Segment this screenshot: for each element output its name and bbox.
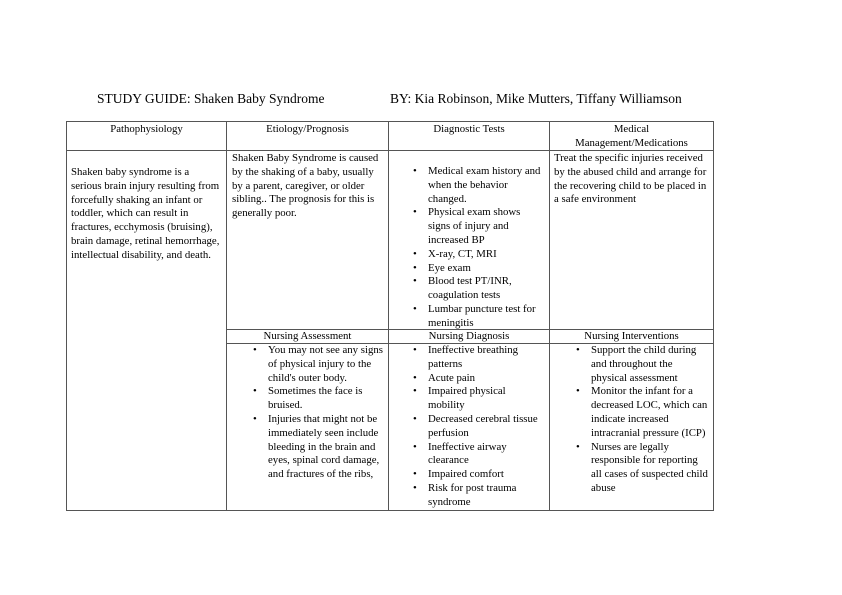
authors-line: BY: Kia Robinson, Mike Mutters, Tiffany Williamson bbox=[390, 91, 682, 106]
list-item: • Support the child during and throughout the physical assessment bbox=[572, 344, 710, 385]
pathophysiology-text: Shaken baby syndrome is a serious brain injury resulting from forcefully shaking an infant or toddler, which can result in fractures, ecchymosis (bruising), brain damage, retinal hemorrhage, intellectual disability, and death. bbox=[71, 166, 220, 261]
list-item: • Sometimes the face is bruised. bbox=[249, 385, 383, 413]
list-item: • Impaired comfort bbox=[409, 468, 544, 482]
list-item: • Injuries that might not be immediately seen include bleeding in the brain and eyes, spinal cord damage, and fractures of the ribs, bbox=[249, 413, 383, 482]
list-item: • Acute pain bbox=[409, 372, 544, 386]
list-item: • Ineffective breathing patterns bbox=[409, 344, 544, 372]
diagnostic-tests bbox=[409, 165, 541, 331]
table-border-right bbox=[713, 121, 714, 511]
list-item: • Nurses are legally responsible for reporting all cases of suspected child abuse bbox=[572, 441, 710, 496]
subheader-nursing-interventions: Nursing Interventions bbox=[584, 330, 679, 342]
list-item: • Risk for post trauma syndrome bbox=[409, 482, 544, 510]
list-item: • Ineffective airway clearance bbox=[409, 441, 544, 469]
col-header-medical bbox=[550, 123, 713, 151]
col-header-etiology: Etiology/Prognosis bbox=[266, 123, 349, 135]
subheader-nursing-assessment: Nursing Assessment bbox=[263, 330, 352, 342]
list-item: • Monitor the infant for a decreased LOC, which can indicate increased intracranial pressure (ICP) bbox=[572, 385, 710, 440]
list-item: • X-ray, CT, MRI bbox=[409, 248, 541, 262]
table-border-bottom bbox=[66, 510, 714, 511]
col-header-medical-line1: Medical bbox=[613, 123, 650, 135]
col-header-diagnostic: Diagnostic Tests bbox=[433, 123, 505, 135]
column-divider-1 bbox=[226, 121, 227, 511]
list-item: • Blood test PT/INR, coagulation tests bbox=[409, 275, 541, 303]
medical-management-text: Treat the specific injuries received by the abused child and arrange for the recovering child to be placed in a safe environment bbox=[554, 152, 707, 206]
col-header-pathophysiology: Pathophysiology bbox=[110, 123, 183, 135]
list-item: • Eye exam bbox=[409, 262, 541, 276]
list-item: • Impaired physical mobility bbox=[409, 385, 544, 413]
list-item: • Physical exam shows signs of injury and increased BP bbox=[409, 206, 541, 247]
nursing-assessment-list bbox=[249, 344, 383, 482]
subheader-nursing-diagnosis: Nursing Diagnosis bbox=[428, 330, 510, 342]
column-divider-2 bbox=[388, 121, 389, 511]
list-item: • Decreased cerebral tissue perfusion bbox=[409, 413, 544, 441]
column-divider-3 bbox=[549, 121, 550, 511]
list-item: • Lumbar puncture test for meningitis bbox=[409, 303, 541, 331]
nursing-diagnosis-list bbox=[409, 344, 544, 510]
col-header-medical-line2: Management/Medications bbox=[575, 136, 688, 149]
table-border-left bbox=[66, 121, 67, 511]
page-title: STUDY GUIDE: Shaken Baby Syndrome bbox=[97, 91, 325, 106]
list-item: • Medical exam history and when the behavior changed. bbox=[409, 165, 541, 206]
list-item: • You may not see any signs of physical injury to the child's outer body. bbox=[249, 344, 383, 385]
study-guide-table bbox=[66, 121, 714, 511]
nursing-interventions-list bbox=[572, 344, 710, 496]
etiology-text: Shaken Baby Syndrome is caused by the shaking of a baby, usually by a parent, caregiver, or older sibling.. The prognosis for this is generally poor. bbox=[232, 152, 379, 220]
table-border-top bbox=[66, 121, 714, 122]
